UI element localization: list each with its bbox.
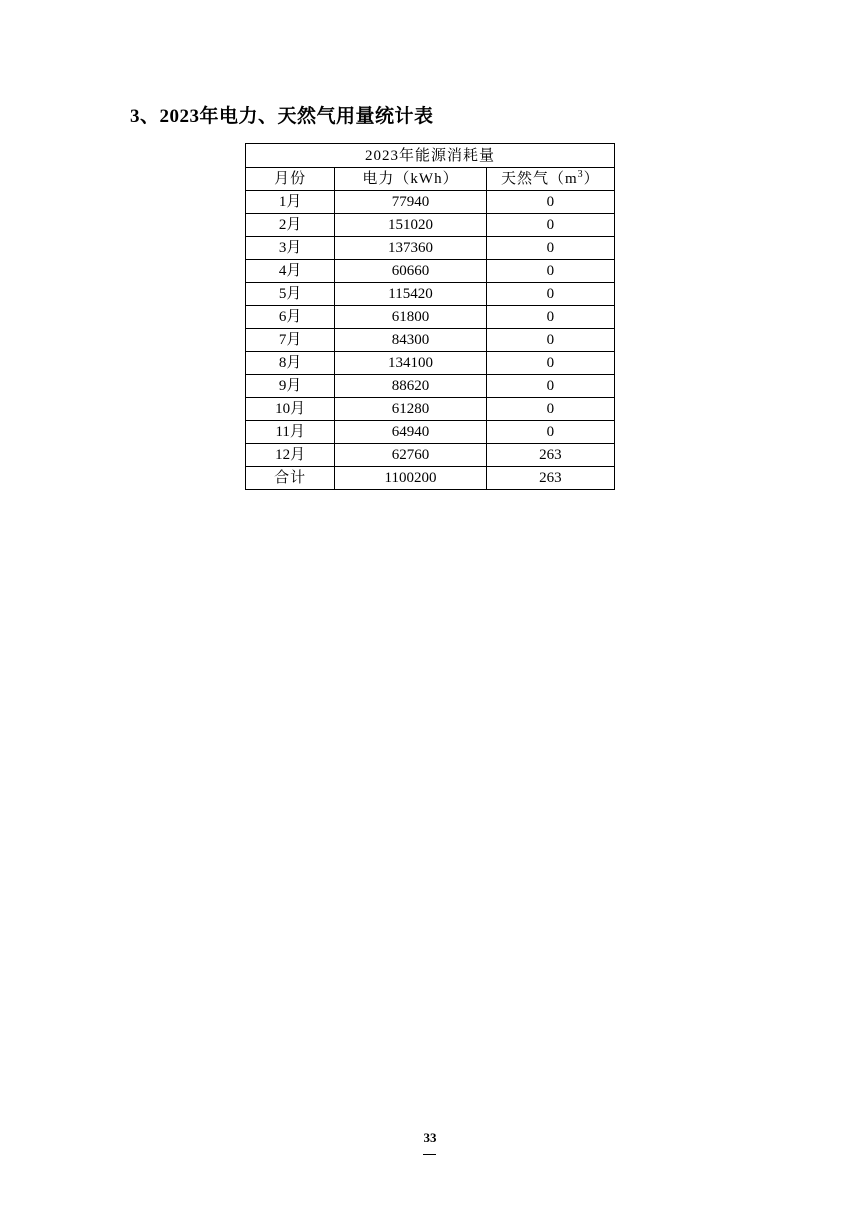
power-cell: 115420 [335, 283, 486, 306]
power-cell: 62760 [335, 444, 486, 467]
total-label: 合计 [246, 467, 335, 490]
energy-consumption-table [245, 143, 615, 490]
gas-cell: 0 [486, 352, 614, 375]
month-cell: 7月 [246, 329, 335, 352]
table-row [246, 329, 615, 352]
table-row [246, 214, 615, 237]
header-gas-sup: 3 [577, 169, 584, 180]
power-cell: 88620 [335, 375, 486, 398]
power-cell: 64940 [335, 421, 486, 444]
header-gas-suffix: ） [583, 171, 600, 187]
month-cell: 3月 [246, 237, 335, 260]
gas-cell: 0 [486, 329, 614, 352]
month-cell: 12月 [246, 444, 335, 467]
gas-cell: 0 [486, 421, 614, 444]
total-row [246, 467, 615, 490]
month-cell: 10月 [246, 398, 335, 421]
gas-cell: 0 [486, 237, 614, 260]
header-row [246, 168, 615, 191]
power-cell: 84300 [335, 329, 486, 352]
table-row [246, 352, 615, 375]
table-row [246, 398, 615, 421]
table-row [246, 237, 615, 260]
table-title: 2023年能源消耗量 [246, 144, 615, 168]
power-cell: 151020 [335, 214, 486, 237]
header-power: 电力（kWh） [335, 168, 486, 191]
month-cell: 2月 [246, 214, 335, 237]
table-row [246, 191, 615, 214]
gas-cell: 0 [486, 191, 614, 214]
total-gas: 263 [486, 467, 614, 490]
month-cell: 5月 [246, 283, 335, 306]
header-gas-prefix: 天然气（m [500, 171, 578, 187]
gas-cell: 0 [486, 283, 614, 306]
gas-cell: 0 [486, 214, 614, 237]
gas-cell: 0 [486, 306, 614, 329]
month-cell: 6月 [246, 306, 335, 329]
total-power: 1100200 [335, 467, 486, 490]
table-row [246, 260, 615, 283]
power-cell: 61800 [335, 306, 486, 329]
table-row [246, 444, 615, 467]
gas-cell: 0 [486, 260, 614, 283]
table-row [246, 283, 615, 306]
month-cell: 11月 [246, 421, 335, 444]
power-cell: 61280 [335, 398, 486, 421]
power-cell: 137360 [335, 237, 486, 260]
page-number: 33 [423, 1130, 437, 1145]
month-cell: 9月 [246, 375, 335, 398]
table-row [246, 306, 615, 329]
power-cell: 77940 [335, 191, 486, 214]
month-cell: 8月 [246, 352, 335, 375]
table-row [246, 375, 615, 398]
header-month: 月份 [246, 168, 335, 191]
power-cell: 60660 [335, 260, 486, 283]
page-number-rule [423, 1154, 436, 1155]
header-gas [486, 168, 614, 191]
gas-cell: 0 [486, 375, 614, 398]
power-cell: 134100 [335, 352, 486, 375]
section-heading: 3、2023年电力、天然气用量统计表 [130, 106, 434, 127]
month-cell: 4月 [246, 260, 335, 283]
gas-cell: 263 [486, 444, 614, 467]
gas-cell: 0 [486, 398, 614, 421]
month-cell: 1月 [246, 191, 335, 214]
table-row [246, 421, 615, 444]
